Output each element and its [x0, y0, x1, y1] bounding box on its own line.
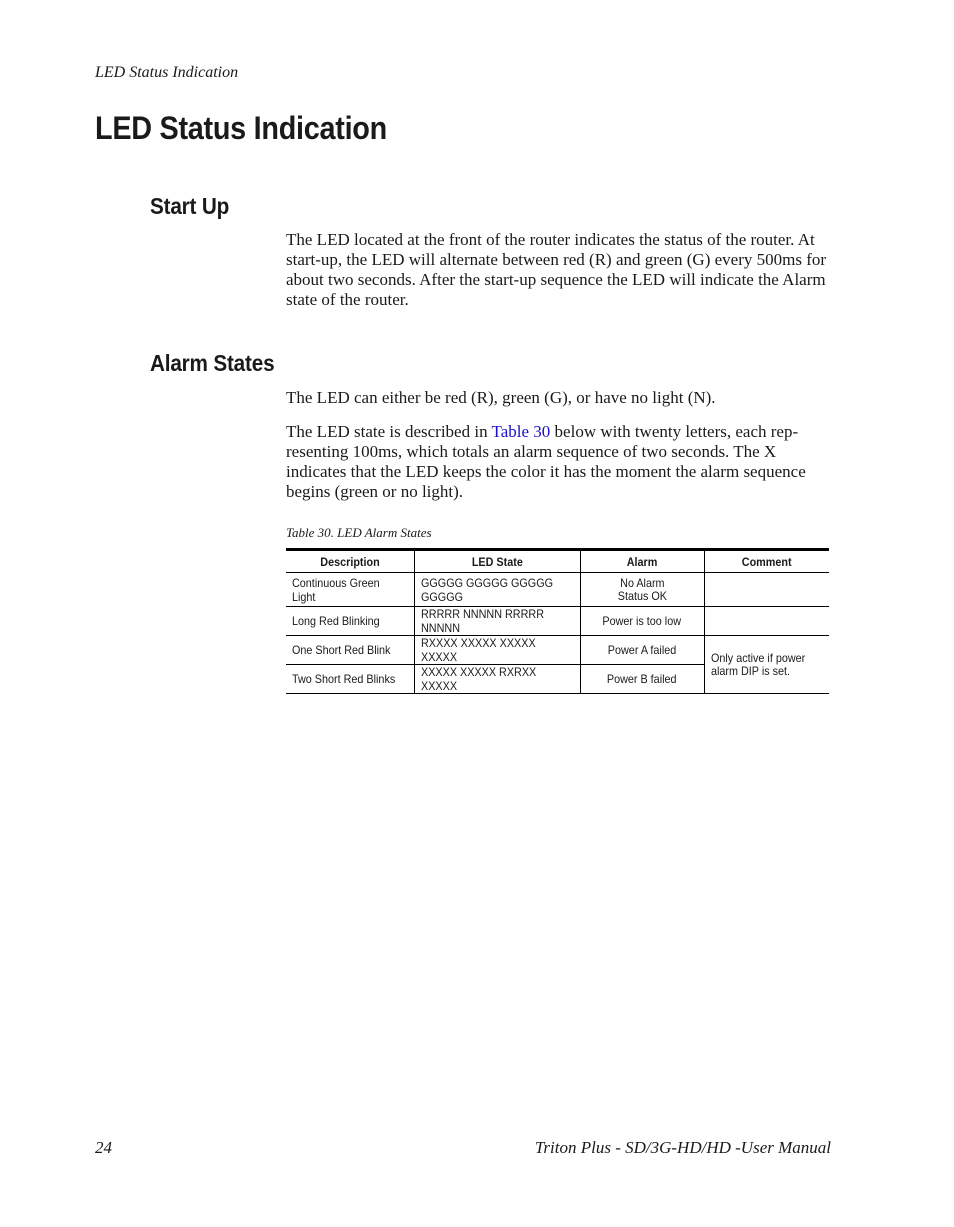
cell-comment	[704, 573, 829, 607]
alarm-states-paragraph-1: The LED can either be red (R), green (G), or have no light (N).	[286, 388, 716, 407]
table-row	[286, 607, 829, 636]
cell-alarm	[580, 607, 704, 636]
paragraph-text: The LED state is described in	[286, 422, 492, 441]
cell-alarm	[580, 636, 704, 665]
column-header-alarm	[580, 550, 704, 573]
cell-text: One Short Red Blink	[292, 643, 391, 657]
page-number: 24	[95, 1138, 112, 1157]
table-header-row	[286, 550, 829, 573]
alarm-states-heading: Alarm States	[150, 350, 275, 376]
cell-text: Power B failed	[607, 672, 677, 686]
table-row	[286, 636, 829, 665]
cell-text: Power A failed	[607, 643, 677, 657]
cell-text: Long Red Blinking	[292, 614, 380, 628]
cell-led-state	[414, 607, 580, 636]
cell-text: RXXXX XXXXX XXXXX XXXXX	[420, 636, 536, 664]
cell-text: RRRRR NNNNN RRRRR NNNNN	[420, 607, 544, 635]
cell-text: GGGGG GGGGG GGGGG GGGGG	[420, 575, 553, 604]
cell-led-state	[414, 665, 580, 694]
column-header-description	[286, 550, 414, 573]
cell-text: Power is too low	[602, 614, 682, 628]
cell-alarm	[580, 573, 704, 607]
header-label: Description	[320, 554, 380, 569]
cell-text: No Alarm Status OK	[617, 575, 667, 603]
header-label: Alarm	[626, 554, 658, 569]
led-alarm-states-table	[286, 548, 829, 694]
table-row	[286, 573, 829, 607]
cell-description	[286, 636, 414, 665]
cell-description	[286, 665, 414, 694]
column-header-led-state	[414, 550, 580, 573]
cell-text: XXXXX XXXXX RXRXX XXXXX	[420, 665, 536, 693]
running-header: LED Status Indication	[95, 64, 239, 81]
column-header-comment	[704, 550, 829, 573]
paragraph-text: below with twenty letters, each rep-resenting 100ms, which totals an alarm sequence of two seconds. The X indicates that the LED keeps the color it has the moment the alarm sequence begins (green or no light).	[286, 422, 806, 501]
cell-comment	[704, 607, 829, 636]
table-30-link[interactable]: Table 30	[491, 422, 551, 441]
cell-description	[286, 607, 414, 636]
alarm-states-paragraph-2	[286, 422, 836, 502]
cell-text: Only active if power alarm DIP is set.	[710, 650, 805, 678]
cell-led-state	[414, 573, 580, 607]
header-label: LED State	[471, 554, 523, 569]
cell-led-state	[414, 636, 580, 665]
cell-comment	[704, 636, 829, 694]
start-up-heading: Start Up	[150, 193, 230, 219]
header-label: Comment	[741, 554, 792, 569]
table-caption: Table 30. LED Alarm States	[286, 525, 432, 540]
cell-description	[286, 573, 414, 607]
footer-manual-title: Triton Plus - SD/3G-HD/HD -User Manual	[534, 1138, 831, 1157]
cell-alarm	[580, 665, 704, 694]
start-up-paragraph: The LED located at the front of the router indicates the status of the router. At start-up, the LED will alternate between red (R) and green (G) every 500ms for about two seconds. After the start-up sequence the LED will indicate the Alarm state of the router.	[286, 230, 827, 309]
cell-text: Two Short Red Blinks	[292, 672, 396, 686]
page-title: LED Status Indication	[95, 110, 387, 146]
cell-text: Continuous Green Light	[292, 575, 380, 604]
